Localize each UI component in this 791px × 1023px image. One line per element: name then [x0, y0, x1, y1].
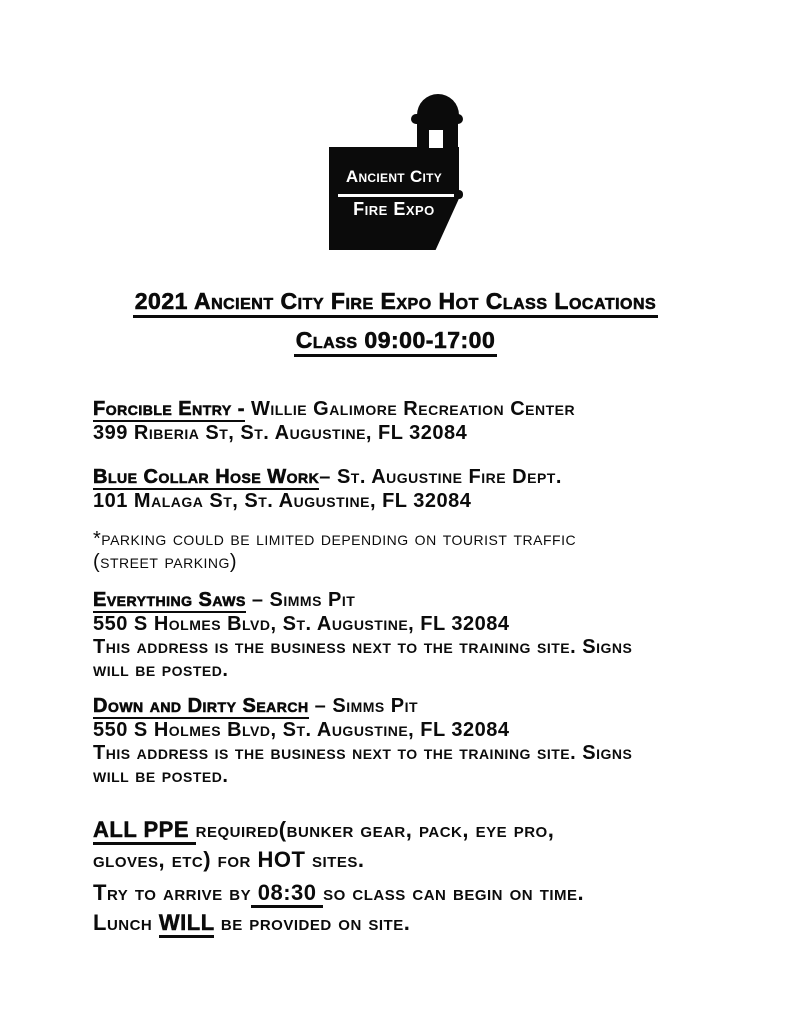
address-text: 550 S Holmes Blvd, St. Augustine, FL 32084	[93, 719, 510, 741]
venue-text: – St. Augustine Fire Dept.	[319, 466, 562, 488]
parking-note-line-2: (street parking)	[93, 551, 238, 573]
venue-text: Willie Galimore Recreation Center	[244, 398, 576, 420]
arrival-line-1	[93, 878, 773, 908]
ppe-line-1	[93, 815, 773, 845]
address-text: 101 Malaga St, St. Augustine, FL 32084	[93, 490, 472, 512]
arrival-note	[93, 878, 773, 938]
logo-subtitle: Fire Expo	[353, 199, 435, 219]
page-title-text: 2021 Ancient City Fire Expo Hot Class Locations	[133, 289, 658, 318]
arrival-before-text: Try to arrive by	[93, 880, 252, 905]
section-heading-line	[93, 694, 773, 719]
section-heading-line	[93, 397, 773, 422]
section-blue-collar-hose-work	[93, 465, 773, 513]
logo-divider	[338, 194, 454, 197]
section-heading: Everything Saws	[93, 589, 246, 611]
logo-cannon-nub-icon	[453, 190, 463, 199]
section-down-and-dirty-search	[93, 694, 773, 788]
class-time-text: Class 09:00-17:00	[294, 328, 497, 357]
venue-text: – Simms Pit	[308, 695, 419, 717]
arrival-line-2	[93, 908, 773, 938]
ppe-rest-text: required(bunker gear, pack, eye pro,	[195, 817, 555, 842]
flyer-content	[93, 397, 773, 938]
logo-title: Ancient City	[345, 167, 443, 186]
lunch-before-text: Lunch	[93, 910, 159, 935]
ppe-requirement	[93, 815, 773, 875]
logo-tower-window-icon	[429, 130, 443, 148]
class-time-title	[0, 327, 791, 357]
address-text: 550 S Holmes Blvd, St. Augustine, FL 32084	[93, 613, 510, 635]
section-heading-line	[93, 588, 773, 613]
note-text-line-1: This address is the business next to the training site. Signs	[93, 742, 633, 764]
section-forcible-entry	[93, 397, 773, 445]
note-text-line-1: This address is the business next to the training site. Signs	[93, 636, 633, 658]
section-heading-line	[93, 465, 773, 490]
parking-note-line-1: *parking could be limited depending on tourist traffic	[93, 528, 577, 550]
lunch-after-text: be provided on site.	[214, 910, 411, 935]
arrival-after-text: so class can begin on time.	[323, 880, 585, 905]
ppe-underlined-text: ALL PPE	[93, 817, 196, 845]
section-everything-saws	[93, 588, 773, 682]
section-heading: Forcible Entry -	[93, 398, 245, 420]
parking-note	[93, 528, 773, 574]
note-text-line-2: will be posted.	[93, 765, 229, 787]
page-title	[0, 288, 791, 318]
section-heading: Down and Dirty Search	[93, 695, 309, 717]
fire-expo-logo	[329, 88, 461, 250]
venue-text: – Simms Pit	[245, 589, 356, 611]
section-heading: Blue Collar Hose Work	[93, 466, 320, 488]
address-text: 399 Riberia St, St. Augustine, FL 32084	[93, 422, 468, 444]
note-text-line-2: will be posted.	[93, 659, 229, 681]
ppe-line-2: gloves, etc) for HOT sites.	[93, 847, 365, 872]
lunch-will-text: WILL	[159, 910, 214, 938]
arrival-time-text: 08:30	[251, 880, 323, 908]
